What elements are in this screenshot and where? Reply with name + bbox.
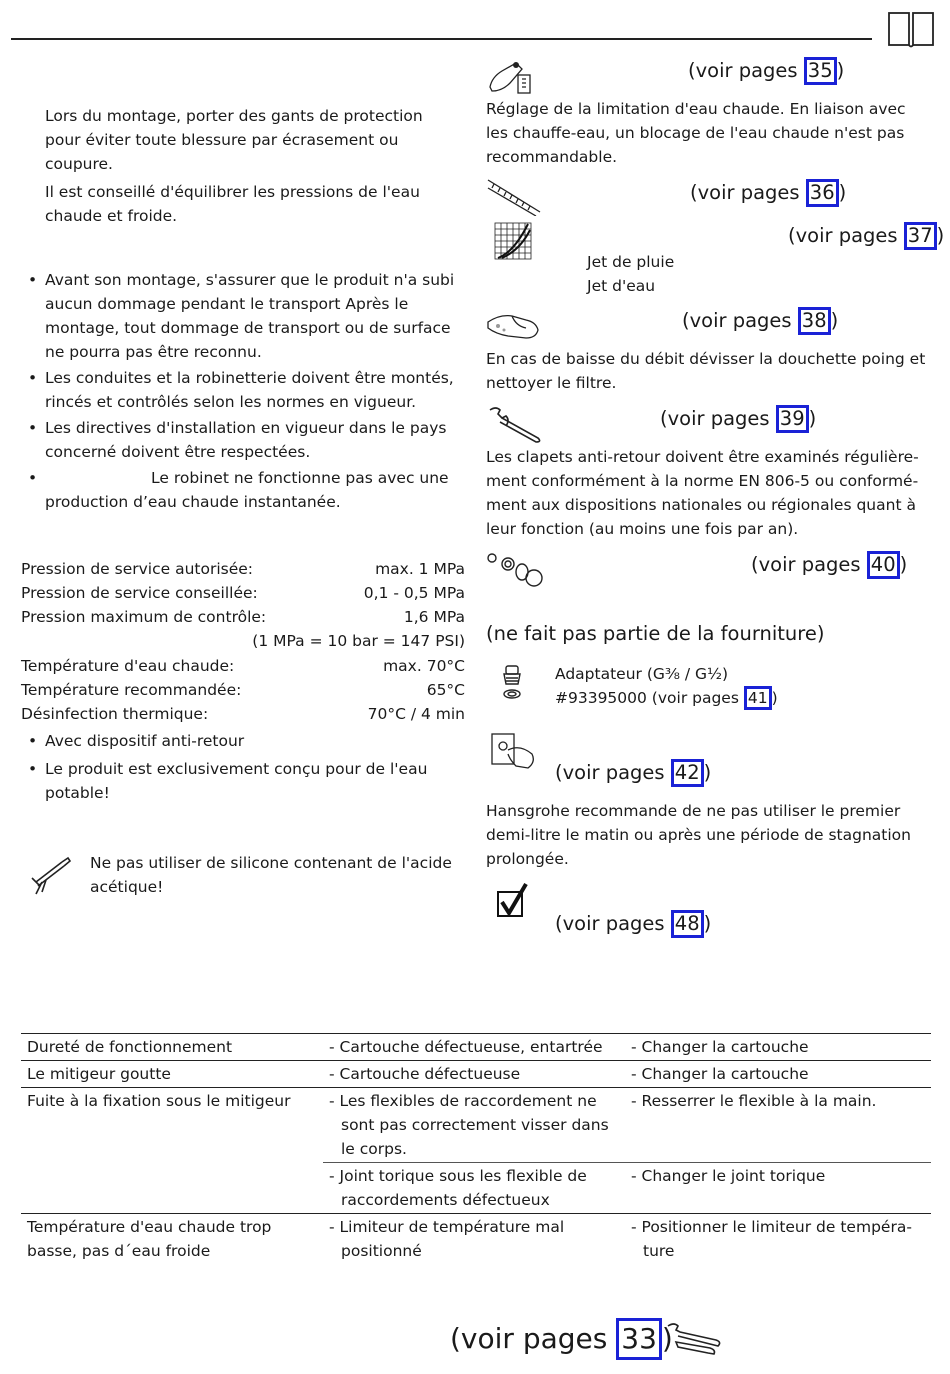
spec-row: (1 MPa = 10 bar = 147 PSI) (252, 632, 465, 650)
silicone-gun-icon (28, 852, 72, 896)
page-ref-36[interactable]: (voir pages 36 ) (690, 179, 846, 207)
table-cell-remedy: - Resserrer le flexible à la main. (631, 1092, 877, 1110)
hot-water-limit-text: Réglage de la limitation d'eau chaude. En liaison avec les chauffe-eau, un blocage de l'eau chaude n'est pas recommandable. (486, 100, 906, 166)
page-ref-38[interactable]: (voir pages 38 ) (682, 307, 838, 335)
table-cell-problem: Température d'eau chaude trop basse, pas d´eau froide (21, 1214, 323, 1265)
hansgrohe-recommendation: Hansgrohe recommande de ne pas utiliser le premier demi-litre le matin ou après une période de stagnation prolongée. (486, 802, 911, 868)
spec-bullets (21, 729, 461, 807)
table-cell-remedy: - Changer la cartouche (631, 1038, 809, 1056)
adapter-ref-41[interactable]: #93395000 (voir pages 41 ) (555, 686, 778, 710)
table-cell-remedy: - Positionner le limiteur de tempéra-ture (631, 1218, 912, 1260)
table-cell-cause: - Cartouche défectueuse (329, 1065, 521, 1083)
page-ref-35[interactable]: (voir pages 35 ) (688, 57, 844, 85)
page-ref-48[interactable]: (voir pages 48 ) (555, 910, 711, 938)
spec-bullet: • Avec dispositif anti-retour (21, 729, 461, 753)
table-cell-remedy: - Changer le joint torique (631, 1167, 826, 1185)
instruction-item: • Les conduites et la robinetterie doivent être montés, rincés et contrôlés selon les normes en vigueur. (21, 366, 461, 414)
header-rule (11, 38, 872, 40)
instruction-item: • Le robinet ne fonctionne pas avec une production d’eau chaude instantanée. (21, 466, 461, 514)
hand-cleaning-icon (486, 308, 542, 344)
check-valve-text: Les clapets anti-retour doivent être examinés régulière-ment conformément à la norme EN 806-5 ou conformé-ment aux dispositions nationales ou régionales quant à leur fonction (au moins une fois par an). (486, 448, 919, 538)
filter-cleaning-text: En cas de baisse du débit dévisser la douchette poing et nettoyer le filtre. (486, 350, 926, 392)
checkbox-icon (496, 882, 530, 920)
safety-gloves-text: Lors du montage, porter des gants de protection pour éviter toute blessure par écrasement ou coupure. (45, 107, 423, 173)
safety-pressure-text: Il est conseillé d'équilibrer les pressions de l'eau chaude et froide. (45, 183, 420, 225)
instructions-list (21, 268, 461, 516)
page-ref-40[interactable]: (voir pages 40 ) (751, 551, 907, 579)
spec-row: Température recommandée: 65°C (21, 681, 465, 699)
spray-type-jet: Jet d'eau (587, 277, 656, 295)
hot-water-limit-icon (486, 57, 534, 97)
tools-icon (666, 1320, 724, 1356)
instruction-item: • Avant son montage, s'assurer que le produit n'a subi aucun dommage pendant le transport Après le montage, tout dommage de transport ou de surface ne pourra pas être reconnu. (21, 268, 461, 364)
troubleshooting-table (21, 1033, 931, 1264)
hand-tap-icon (490, 730, 538, 772)
table-row (21, 1088, 931, 1163)
spray-type-rain: Jet de pluie (587, 253, 675, 271)
spec-row: Température d'eau chaude: max. 70°C (21, 657, 465, 675)
table-row (21, 1034, 931, 1061)
table-cell-cause: - Les flexibles de raccordement ne sont pas correctement visser dans le corps. (329, 1092, 609, 1158)
table-cell-remedy: - Changer la cartouche (631, 1065, 809, 1083)
table-cell-problem: Fuite à la fixation sous le mitigeur (21, 1088, 323, 1214)
silicone-note: Ne pas utiliser de silicone contenant de l'acide acétique! (90, 854, 452, 896)
table-row (21, 1214, 931, 1265)
spec-row: Pression maximum de contrôle: 1,6 MPa (21, 608, 465, 626)
page-ref-37[interactable]: (voir pages 37 ) (788, 222, 944, 250)
table-cell-cause: - Limiteur de température mal positionné (329, 1218, 565, 1260)
page-ref-42[interactable]: (voir pages 42 ) (555, 759, 711, 787)
book-icon (886, 11, 936, 49)
table-cell-cause: - Joint torique sous les flexible de raccordements défectueux (329, 1167, 587, 1209)
adapter-name: Adaptateur (G⅜ / G½) (555, 665, 729, 683)
table-row (21, 1061, 931, 1088)
spec-row: Désinfection thermique: 70°C / 4 min (21, 705, 465, 723)
flow-chart-icon (494, 222, 532, 260)
spec-row: Pression de service conseillée: 0,1 - 0,5 MPa (21, 584, 465, 602)
page-ref-33[interactable]: (voir pages 33 ) (450, 1318, 673, 1360)
table-cell-cause: - Cartouche défectueuse, entartrée (329, 1038, 603, 1056)
page-ref-39[interactable]: (voir pages 39 ) (660, 405, 816, 433)
adapter-icon (500, 664, 524, 704)
spec-row: Pression de service autorisée: max. 1 MPa (21, 560, 465, 578)
table-cell-problem: Le mitigeur goutte (21, 1061, 323, 1088)
accessories-heading: (ne fait pas partie de la fourniture) (486, 622, 825, 645)
spec-bullet: • Le produit est exclusivement conçu pour de l'eau potable! (21, 757, 461, 805)
wrench-icon (486, 404, 544, 444)
check-valve-parts-icon (486, 550, 544, 590)
instruction-item: • Les directives d'installation en vigueur dans le pays concerné doivent être respectées. (21, 416, 461, 464)
table-cell-problem: Dureté de fonctionnement (21, 1034, 323, 1061)
ruler-icon (486, 178, 542, 216)
